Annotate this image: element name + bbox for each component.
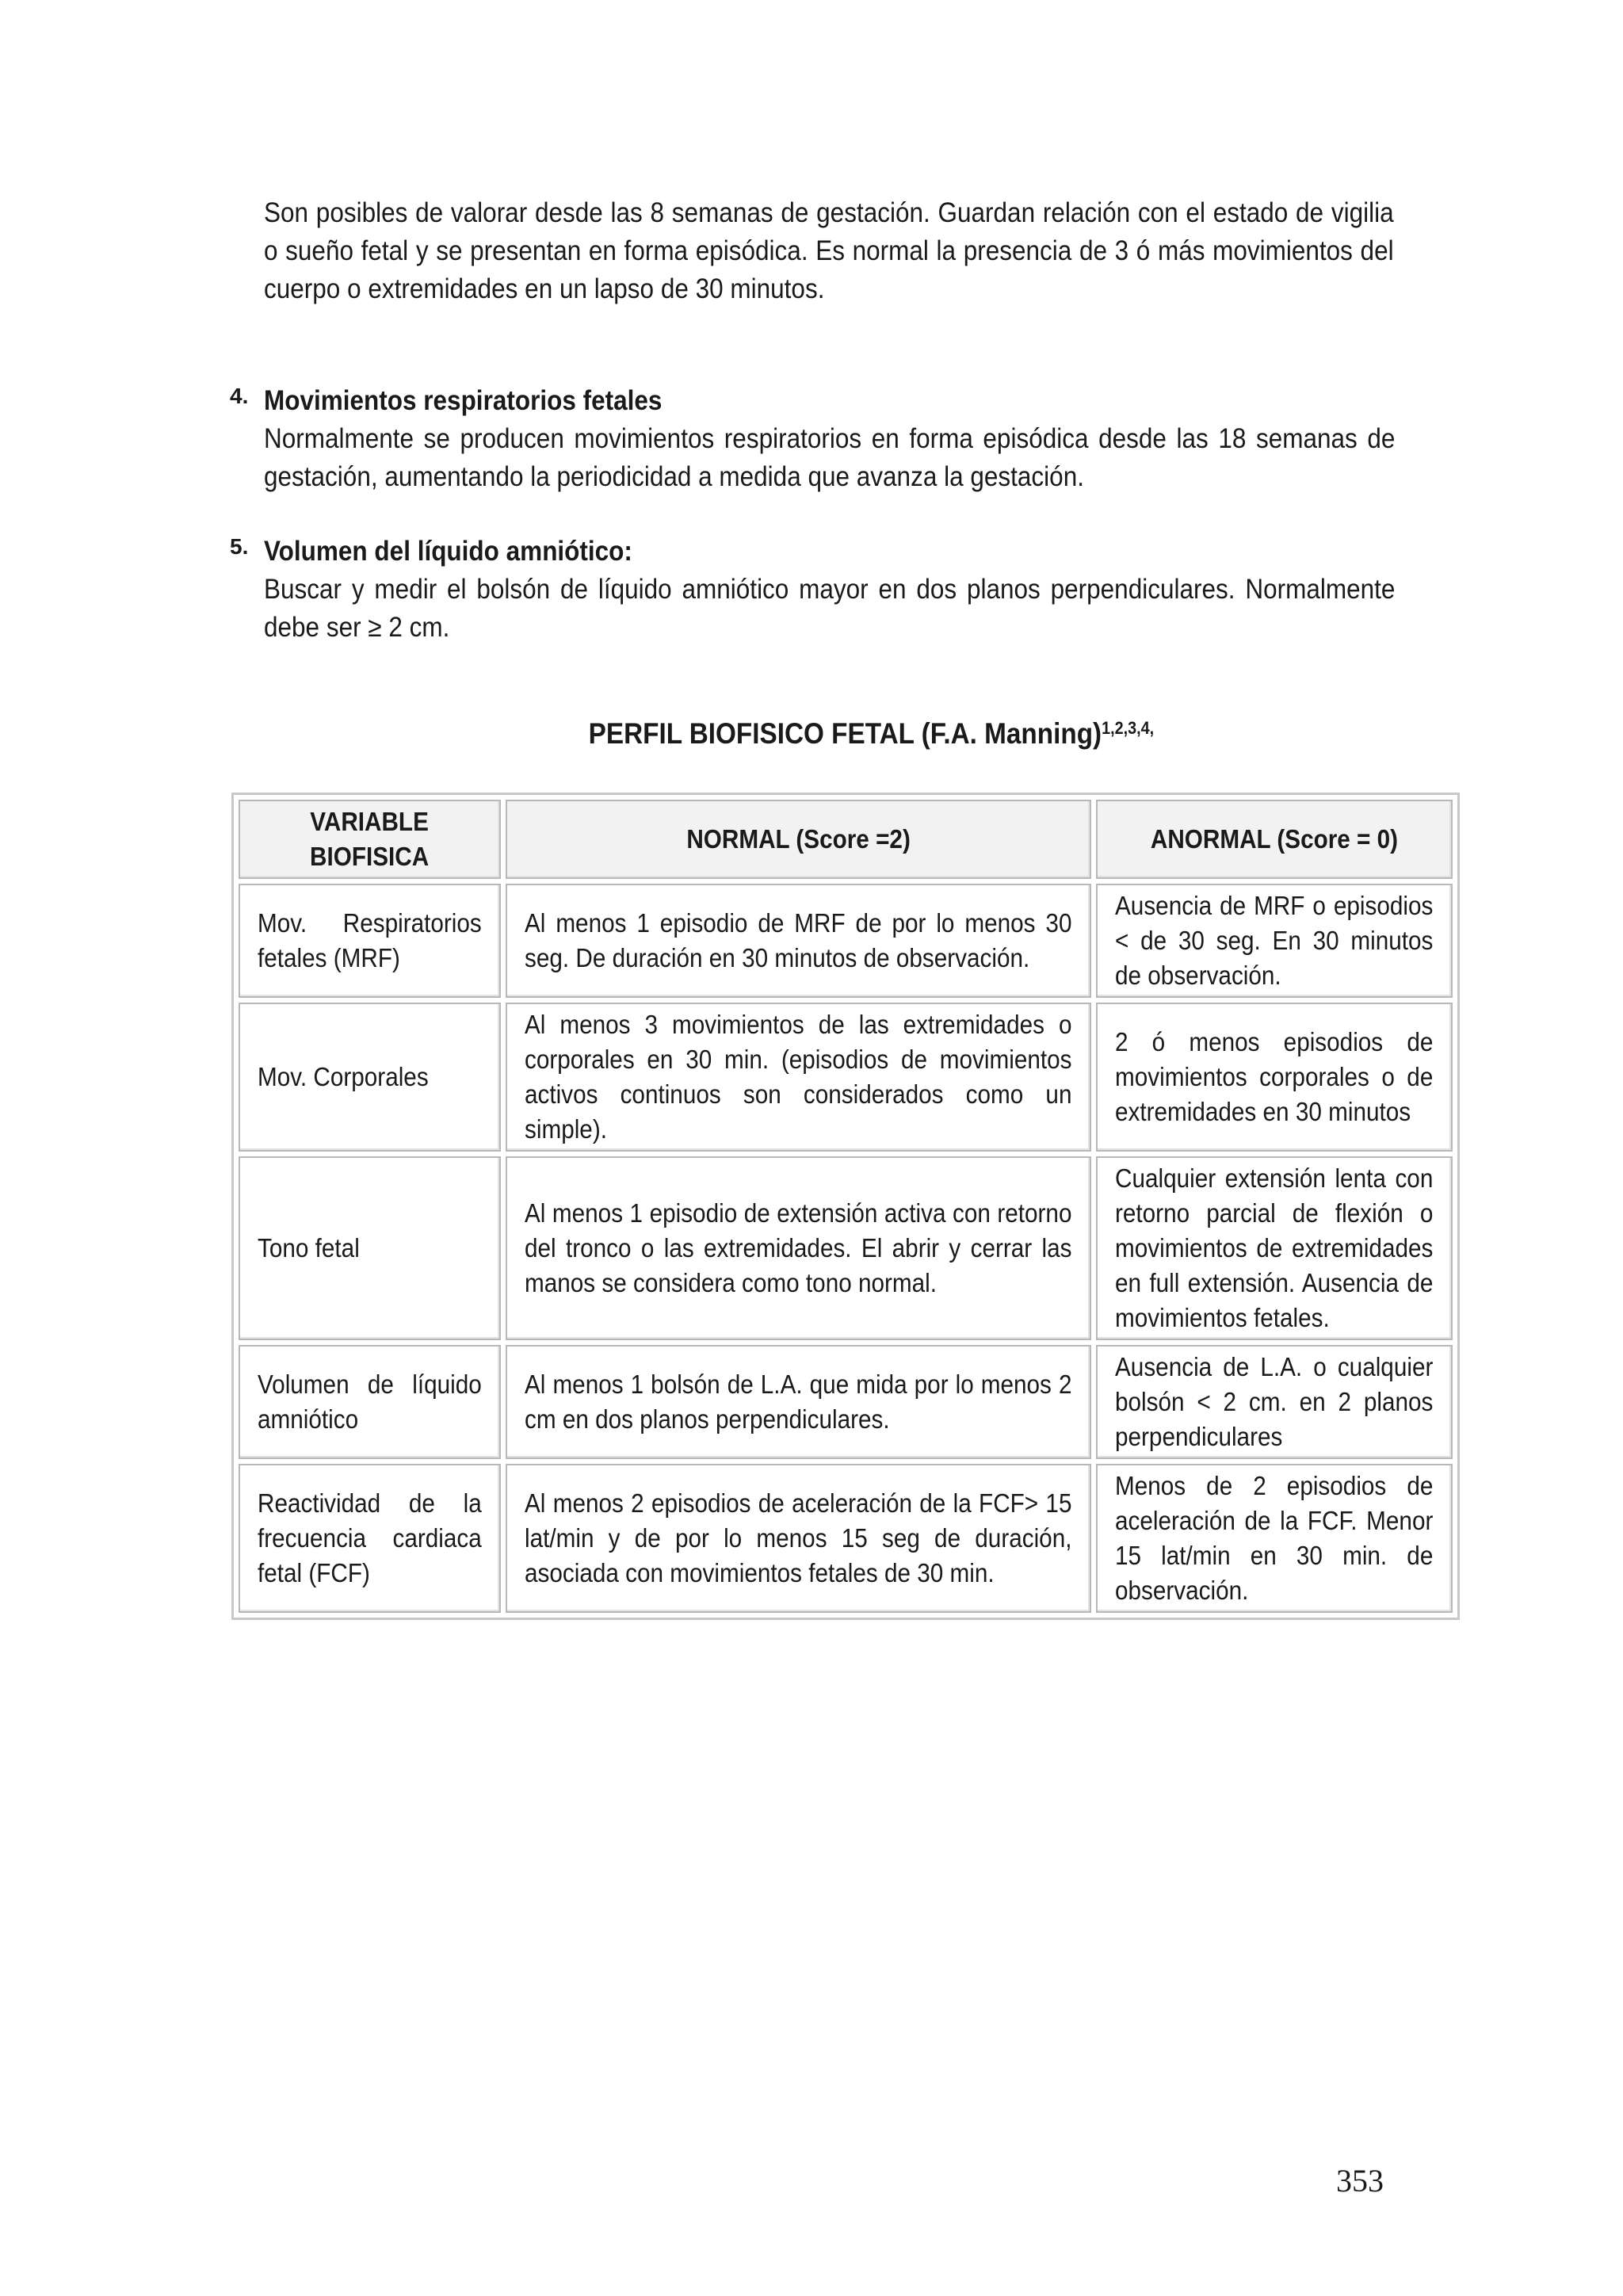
table-header-row [239, 800, 1453, 879]
item-heading: Volumen del líquido amniótico: [264, 536, 632, 567]
table-row [239, 1464, 1453, 1613]
table-row [239, 1156, 1453, 1340]
cell-anormal: Cualquier extensión lenta con retorno parcial de flexión o movimientos de extremidades en full extensión. Ausencia de movimientos fetales. [1096, 1156, 1453, 1340]
cell-normal: Al menos 2 episodios de aceleración de la FCF> 15 lat/min y de por lo menos 15 seg de duración, asociada con movimientos fetales de 30 min. [506, 1464, 1091, 1613]
cell-normal: Al menos 1 episodio de extensión activa con retorno del tronco o las extremidades. El abrir y cerrar las manos se considera como tono normal. [506, 1156, 1091, 1340]
cell-normal: Al menos 1 bolsón de L.A. que mida por lo menos 2 cm en dos planos perpendiculares. [506, 1345, 1091, 1459]
item-heading: Movimientos respiratorios fetales [264, 385, 663, 416]
cell-anormal: 2 ó menos episodios de movimientos corporales o de extremidades en 30 minutos [1096, 1003, 1453, 1152]
item-body: Normalmente se producen movimientos respiratorios en forma episódica desde las 18 semanas de gestación, aumentando la periodicidad a medida que avanza la gestación. [264, 423, 1396, 492]
cell-variable: Mov. Respiratorios fetales (MRF) [239, 884, 501, 998]
header-variable: VARIABLE BIOFISICA [239, 800, 501, 879]
page-number: 353 [1336, 2163, 1384, 2199]
cell-variable: Reactividad de la frecuencia cardiaca fetal (FCF) [239, 1464, 501, 1613]
table-row [239, 1003, 1453, 1152]
item-number: 4. [230, 384, 249, 408]
table-title-text: PERFIL BIOFISICO FETAL (F.A. Manning) [588, 717, 1102, 750]
cell-variable: Tono fetal [239, 1156, 501, 1340]
header-anormal: ANORMAL (Score = 0) [1096, 800, 1453, 879]
item-body: Buscar y medir el bolsón de líquido amniótico mayor en dos planos perpendiculares. Normalmente debe ser ≥ 2 cm. [264, 574, 1396, 643]
cell-normal: Al menos 1 episodio de MRF de por lo menos 30 seg. De duración en 30 minutos de observación. [506, 884, 1091, 998]
cell-anormal: Menos de 2 episodios de aceleración de la FCF. Menor 15 lat/min en 30 min. de observación. [1096, 1464, 1453, 1613]
table-title [0, 717, 1623, 751]
table-row [239, 1345, 1453, 1459]
header-normal: NORMAL (Score =2) [506, 800, 1091, 879]
cell-variable: Mov. Corporales [239, 1003, 501, 1152]
item-number: 5. [230, 534, 249, 559]
cell-variable: Volumen de líquido amniótico [239, 1345, 501, 1459]
intro-paragraph: Son posibles de valorar desde las 8 semanas de gestación. Guardan relación con el estado de vigilia o sueño fetal y se presentan en forma episódica. Es normal la presencia de 3 ó más movimientos del cuerpo o extremidades en un lapso de 30 minutos. [264, 197, 1394, 304]
table-row [239, 884, 1453, 998]
cell-anormal: Ausencia de MRF o episodios < de 30 seg. En 30 minutos de observación. [1096, 884, 1453, 998]
cell-normal: Al menos 3 movimientos de las extremidades o corporales en 30 min. (episodios de movimientos activos continuos son considerados como un simple). [506, 1003, 1091, 1152]
biophysical-profile-table [231, 793, 1460, 1620]
cell-anormal: Ausencia de L.A. o cualquier bolsón < 2 cm. en 2 planos perpendiculares [1096, 1345, 1453, 1459]
table-title-references: 1,2,3,4, [1101, 718, 1154, 738]
